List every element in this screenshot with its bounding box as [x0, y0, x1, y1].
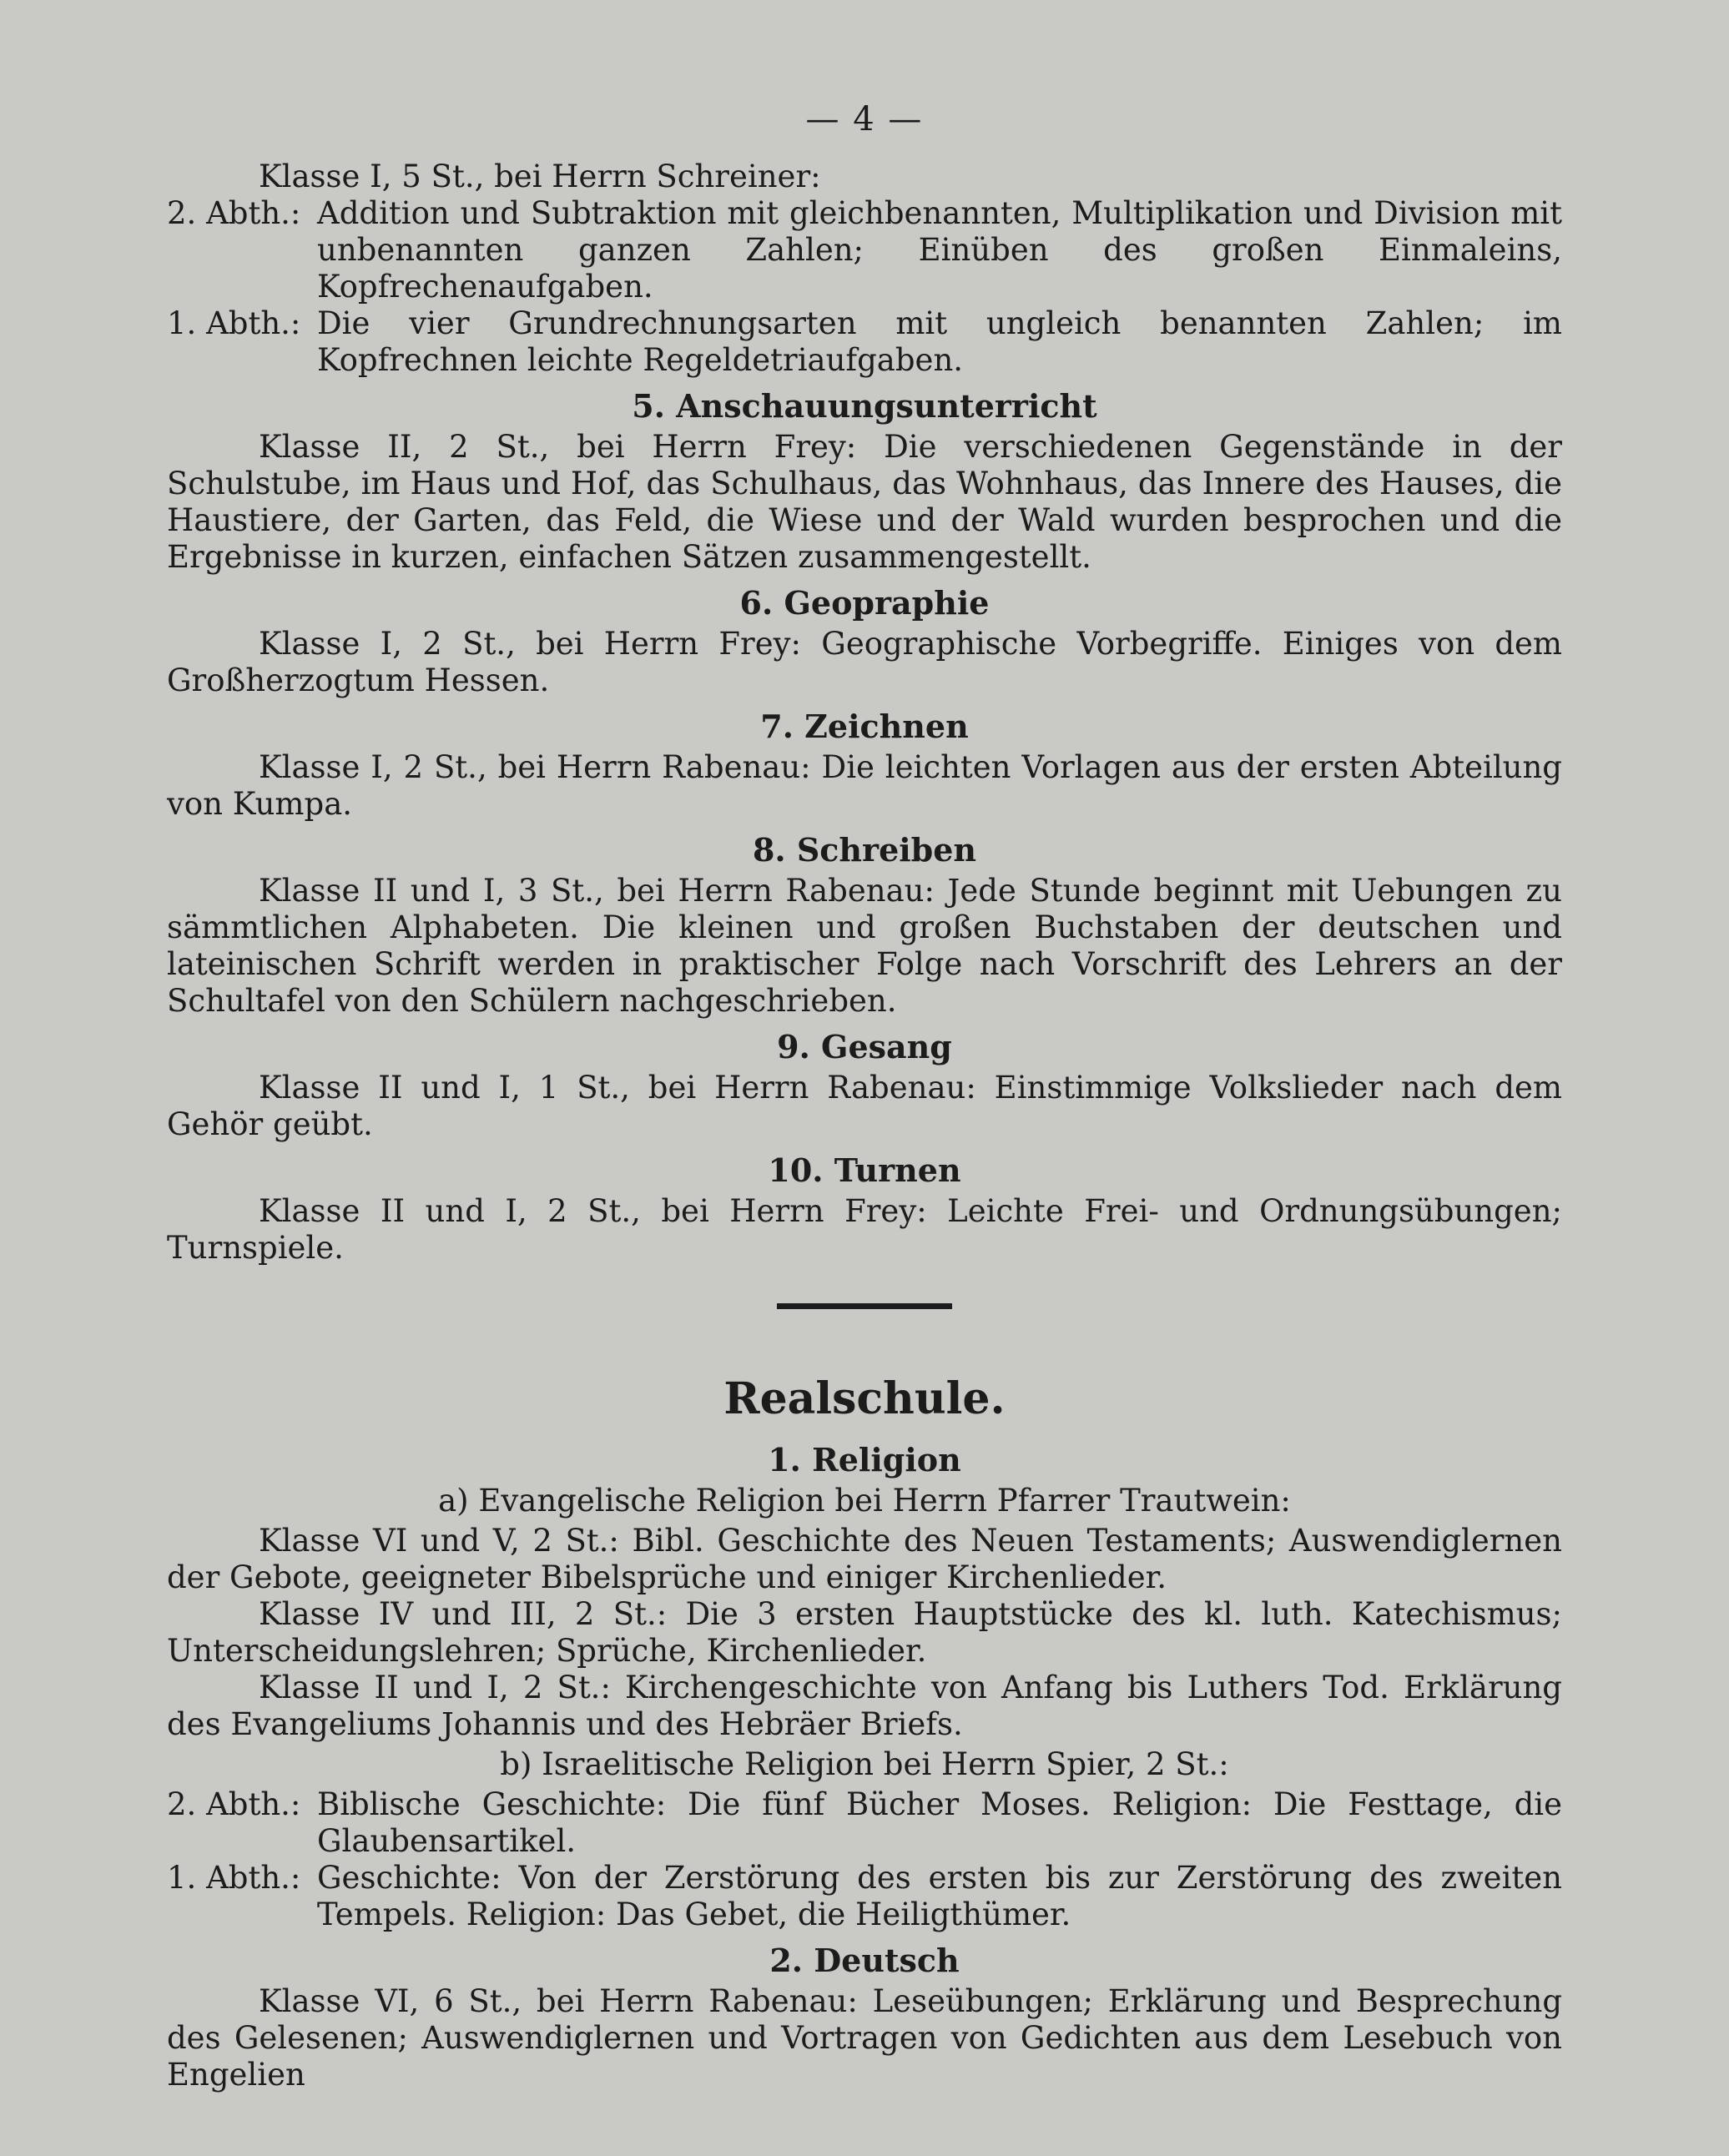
evang-klasse-iv-iii: Klasse IV und III, 2 St.: Die 3 ersten Hauptstücke des kl. luth. Katechismus; Unterscheidungslehren; Sprüche, Kirchenlieder.: [167, 1596, 1562, 1669]
abth-text: Geschichte: Von der Zerstörung des ersten bis zur Zerstörung des zweiten Tempels. Religion: Das Gebet, die Heiligthümer.: [317, 1860, 1562, 1932]
abth-label: 2. Abth.:: [167, 1786, 301, 1822]
rechnen-abth-2: [167, 195, 1562, 305]
abth-text: Die vier Grundrechnungsarten mit ungleich benannten Zahlen; im Kopfrechnen leichte Regeldetriaufgaben.: [317, 305, 1562, 378]
heading-turnen: 10. Turnen: [768, 1151, 961, 1189]
abth-label: 2. Abth.:: [167, 195, 301, 231]
heading-religion: 1. Religion: [768, 1441, 961, 1478]
heading-deutsch: 2. Deutsch: [769, 1942, 960, 1979]
schreiben-text: Klasse II und I, 3 St., bei Herrn Rabenau: Jede Stunde beginnt mit Uebungen zu sämmtlichen Alphabeten. Die kleinen und großen Buchstaben der deutschen und lateinischen Schrift werden in praktischer Folge nach Vorschrift des Lehrers an der Schultafel von den Schülern nachgeschrieben.: [167, 873, 1562, 1019]
israelitische-religion-subheading: b) Israelitische Religion bei Herrn Spier, 2 St.:: [500, 1746, 1229, 1782]
isr-abth-1: [167, 1860, 1562, 1933]
deutsch-text: Klasse VI, 6 St., bei Herrn Rabenau: Leseübungen; Erklärung und Besprechung des Gelesenen; Auswendiglernen und Vortragen von Gedichten aus dem Lesebuch von Engelien: [167, 1983, 1562, 2093]
heading-zeichnen: 7. Zeichnen: [760, 708, 969, 745]
rechnen-class-line: Klasse I, 5 St., bei Herrn Schreiner:: [259, 159, 821, 194]
isr-abth-2: [167, 1786, 1562, 1860]
evang-klasse-ii-i: Klasse II und I, 2 St.: Kirchengeschichte von Anfang bis Luthers Tod. Erklärung des Evangeliums Johannis und des Hebräer Briefs.: [167, 1670, 1562, 1742]
abth-text: Biblische Geschichte: Die fünf Bücher Moses. Religion: Die Festtage, die Glaubensartikel.: [317, 1786, 1562, 1859]
section-divider: [777, 1303, 952, 1309]
evangelische-religion-subheading: a) Evangelische Religion bei Herrn Pfarrer Trautwein:: [438, 1483, 1291, 1519]
heading-gesang: 9. Gesang: [777, 1028, 952, 1065]
abth-label: 1. Abth.:: [167, 1860, 301, 1896]
abth-text: Addition und Subtraktion mit gleichbenannten, Multiplikation und Division mit unbenannten ganzen Zahlen; Einüben des großen Einmaleins, Kopfrechenaufgaben.: [317, 195, 1562, 305]
heading-schreiben: 8. Schreiben: [752, 831, 977, 869]
realschule-title: Realschule.: [723, 1373, 1006, 1424]
turnen-text: Klasse II und I, 2 St., bei Herrn Frey: Leichte Frei- und Ordnungsübungen; Turnspiele.: [167, 1193, 1562, 1266]
evang-klasse-vi-v: Klasse VI und V, 2 St.: Bibl. Geschichte des Neuen Testaments; Auswendiglernen der Gebote, geeigneter Bibelsprüche und einiger Kirchenlieder.: [167, 1523, 1562, 1595]
page-number: — 4 —: [805, 100, 924, 139]
heading-anschauungsunterricht: 5. Anschauungsunterricht: [632, 387, 1097, 425]
geographie-text: Klasse I, 2 St., bei Herrn Frey: Geographische Vorbegriffe. Einiges von dem Großherzogtum Hessen.: [167, 626, 1562, 698]
heading-geographie: 6. Geopraphie: [739, 584, 990, 622]
gesang-text: Klasse II und I, 1 St., bei Herrn Rabenau: Einstimmige Volkslieder nach dem Gehör geübt.: [167, 1070, 1562, 1142]
rechnen-abth-1: [167, 305, 1562, 379]
anschauungsunterricht-text: Klasse II, 2 St., bei Herrn Frey: Die verschiedenen Gegenstände in der Schulstube, im Haus und Hof, das Schulhaus, das Wohnhaus, das Innere des Hauses, die Haustiere, der Garten, das Feld, die Wiese und der Wald wurden besprochen und die Ergebnisse in kurzen, einfachen Sätzen zusammengestellt.: [167, 429, 1562, 575]
abth-label: 1. Abth.:: [167, 305, 301, 341]
zeichnen-text: Klasse I, 2 St., bei Herrn Rabenau: Die leichten Vorlagen aus der ersten Abteilung von Kumpa.: [167, 749, 1562, 822]
